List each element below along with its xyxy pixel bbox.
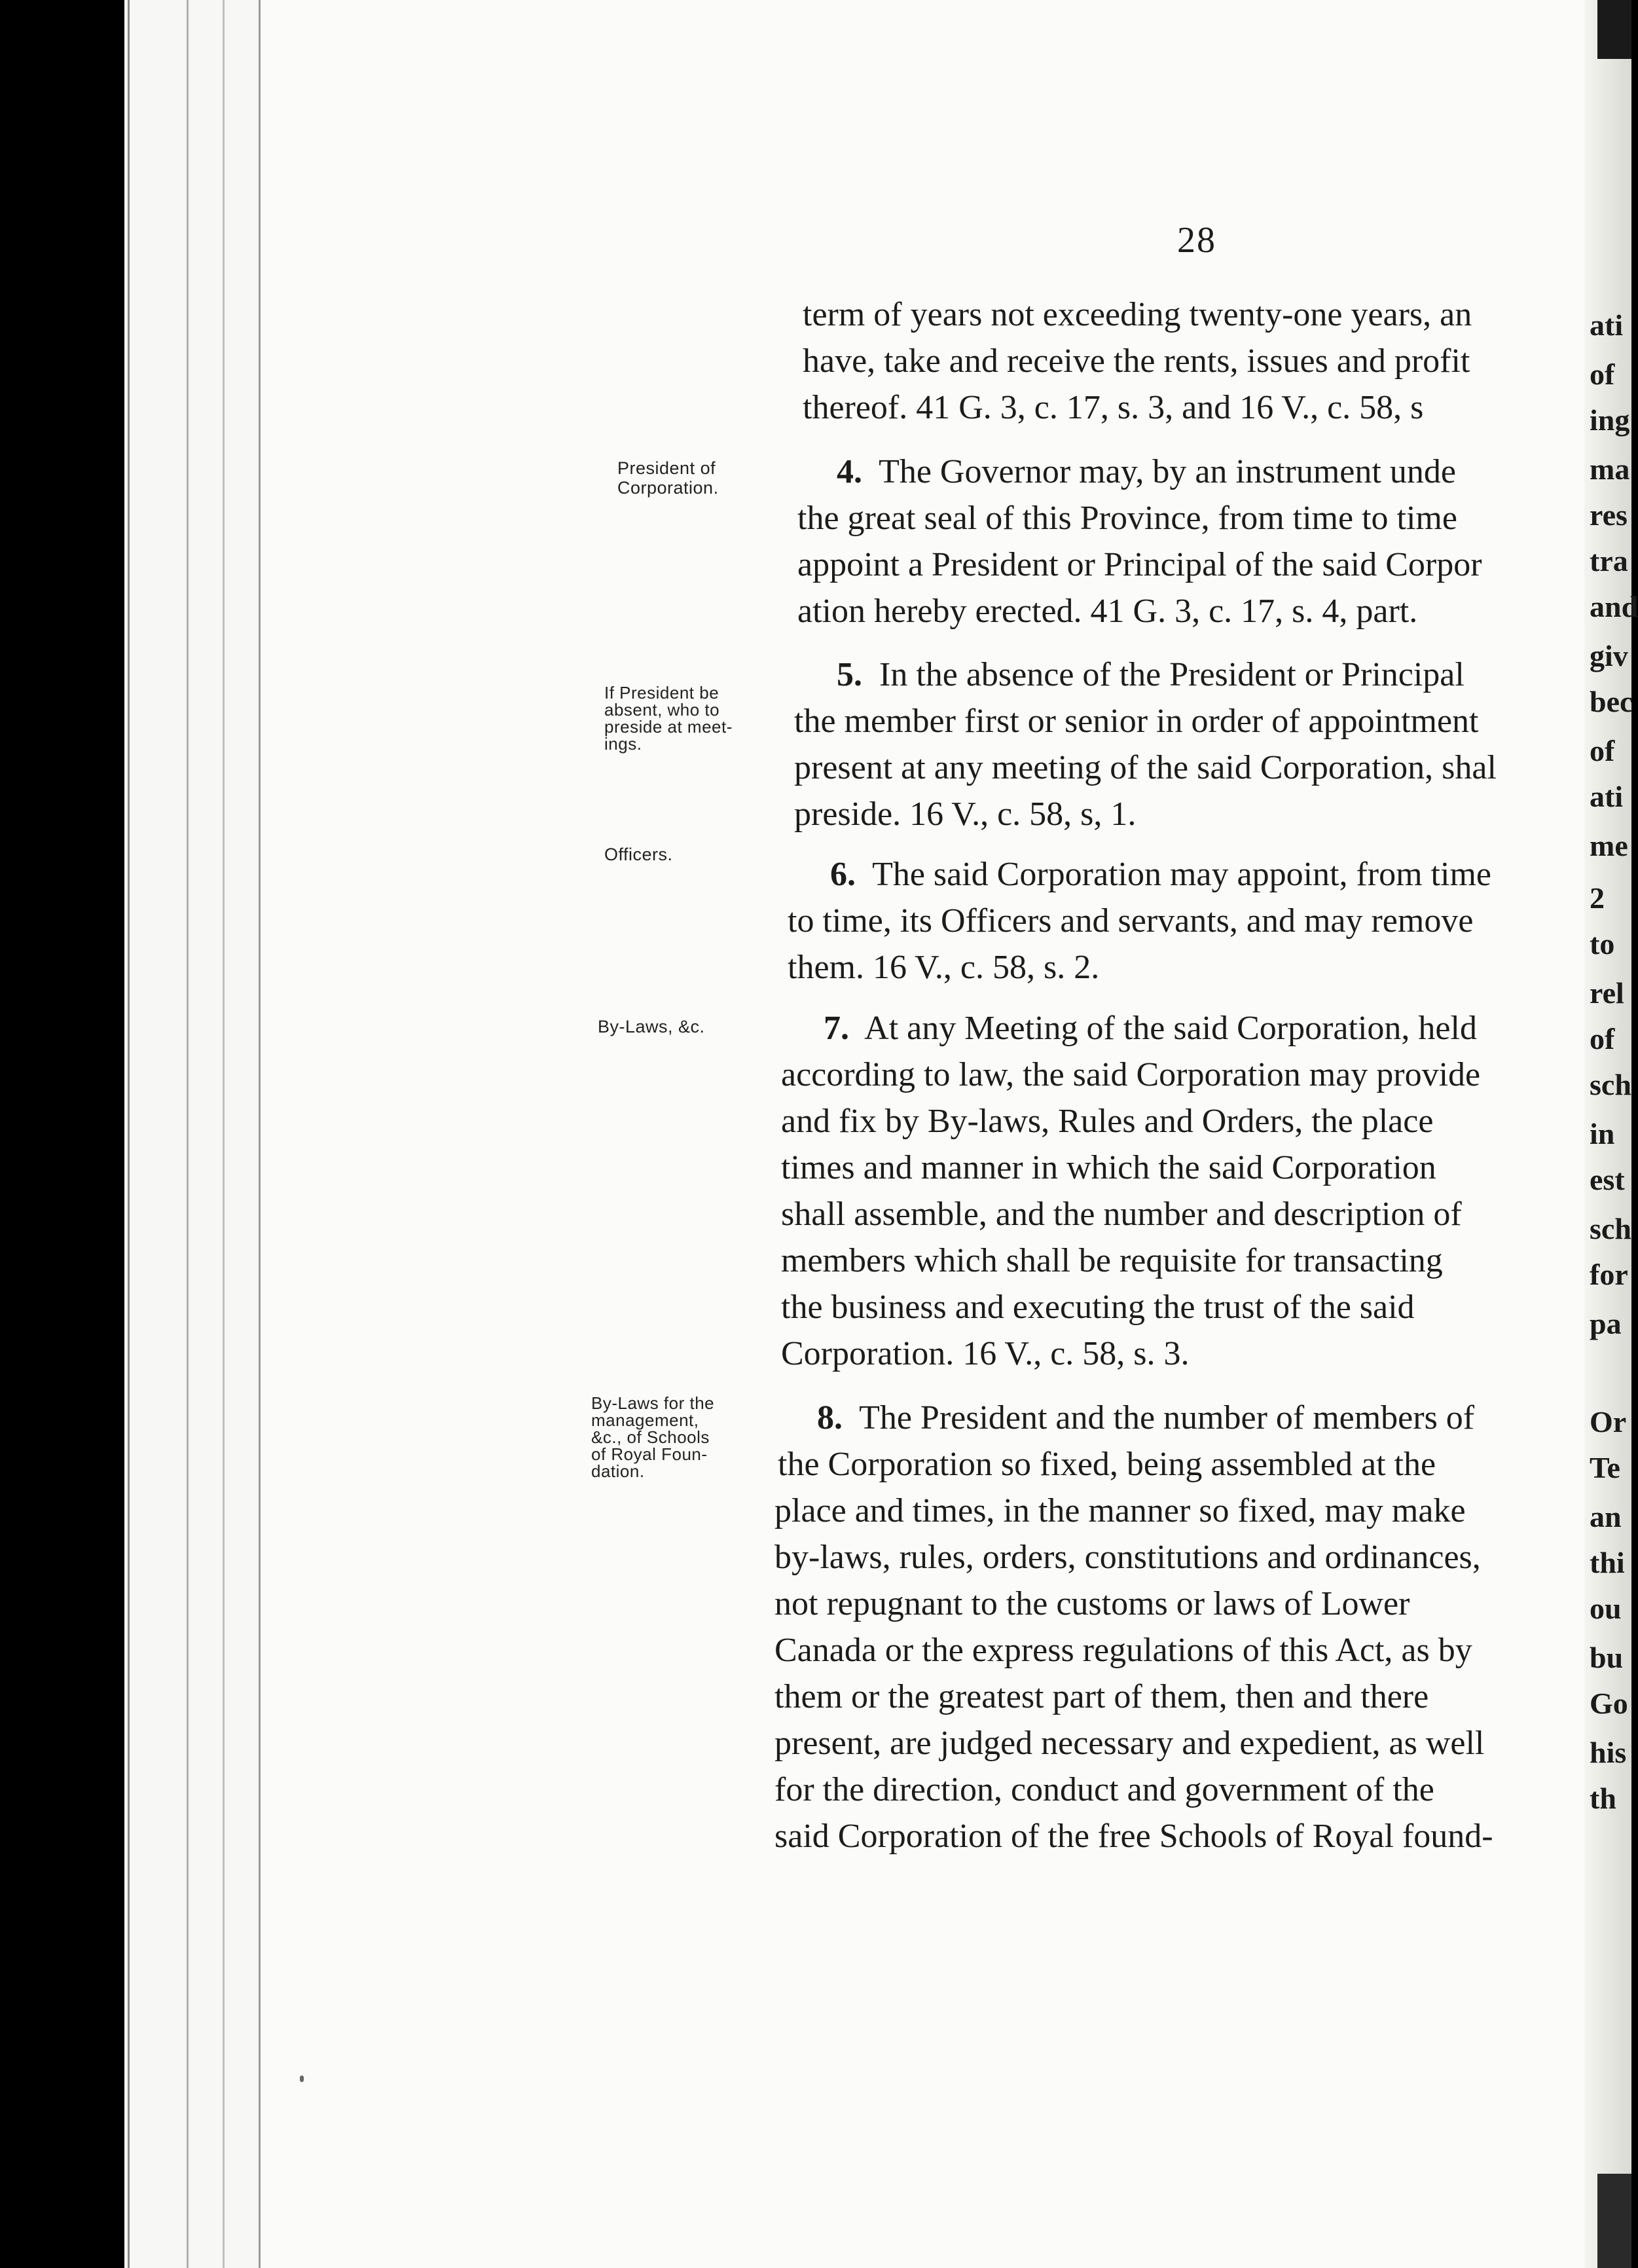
text-line: times and manner in which the said Corporation (781, 1149, 1436, 1186)
section-number: 5. (837, 656, 862, 693)
text-line: place and times, in the manner so fixed, may make (774, 1492, 1466, 1529)
page-edge-line (187, 0, 189, 2268)
section-number: 8. (817, 1399, 843, 1436)
next-page-fragment: for (1590, 1258, 1628, 1291)
next-page-fragment: est (1590, 1163, 1625, 1196)
text-line: to time, its Officers and servants, and may remove (788, 902, 1474, 940)
next-page-fragment: res (1590, 498, 1628, 532)
text-line: according to law, the said Corporation may provide (781, 1056, 1481, 1093)
next-page-fragment: ou (1590, 1592, 1622, 1625)
next-page-fragment: ing (1590, 403, 1630, 437)
next-page-fragment: sch (1590, 1212, 1631, 1245)
next-page-fragment: sch (1590, 1068, 1631, 1101)
text-line: Canada or the express regulations of this Act, as by (774, 1632, 1472, 1669)
binding-shadow (1597, 2174, 1631, 2268)
text-line: have, take and receive the rents, issues and profit (803, 342, 1470, 380)
text-line: appoint a President or Principal of the said Corpor (797, 546, 1482, 583)
page-edge-line (128, 0, 130, 2268)
page-number: 28 (1177, 220, 1216, 261)
next-page-fragment: an (1590, 1500, 1622, 1533)
text-line: for the direction, conduct and government of the (774, 1771, 1434, 1808)
next-page-fragment: in (1590, 1117, 1615, 1150)
text-line: present, are judged necessary and expedient, as well (774, 1725, 1485, 1762)
text-line: members which shall be requisite for transacting (781, 1242, 1443, 1279)
text-line: not repugnant to the customs or laws of Lower (774, 1585, 1410, 1622)
text-line: the business and executing the trust of the said (781, 1289, 1415, 1326)
next-page-fragment: tra (1590, 544, 1628, 577)
text-line: and fix by By-laws, Rules and Orders, the place (781, 1103, 1434, 1140)
text-line: by-laws, rules, orders, constitutions and ordinances, (774, 1539, 1481, 1576)
text-line: the great seal of this Province, from time to time (797, 500, 1457, 537)
text-line: thereof. 41 G. 3, c. 17, s. 3, and 16 V., c. 58, s (803, 389, 1424, 426)
page-edge-stack (124, 0, 259, 2268)
binding-shadow (1597, 0, 1631, 59)
marginal-note-president: President of Corporation. (617, 458, 719, 498)
text-line: 8. The President and the number of members of (817, 1399, 1475, 1436)
marginal-note-absent: If President be absent, who to preside at meet- ings. (604, 683, 733, 754)
next-page-fragment: me (1590, 829, 1628, 862)
section-number: 7. (824, 1010, 849, 1047)
marginal-note-bylaws: By-Laws, &c. (598, 1017, 705, 1036)
marginal-note-bylaws-schools: By-Laws for the management, &c., of Schools of Royal Foun- dation. (591, 1393, 715, 1481)
book-page (259, 0, 1603, 2268)
text-line: 7. At any Meeting of the said Corporation, held (824, 1010, 1477, 1047)
text-line: ation hereby erected. 41 G. 3, c. 17, s. 4, part. (797, 593, 1418, 630)
text-line: 6. The said Corporation may appoint, from time (830, 856, 1491, 893)
text-line: preside. 16 V., c. 58, s, 1. (794, 796, 1137, 833)
next-page-fragment: thi (1590, 1546, 1625, 1579)
next-page-fragment: rel (1590, 976, 1624, 1010)
next-page-fragment: ma (1590, 452, 1630, 486)
next-page-fragment: Or (1590, 1405, 1627, 1438)
next-page-fragment: of (1590, 357, 1615, 391)
text-line: 5. In the absence of the President or Principal (837, 656, 1465, 693)
next-page-fragment: giv (1590, 639, 1628, 672)
text-line: Corporation. 16 V., c. 58, s. 3. (781, 1335, 1190, 1372)
next-page-fragment: to (1590, 927, 1615, 960)
next-page-fragment: bu (1590, 1641, 1624, 1674)
speck (300, 2076, 304, 2082)
next-page-fragment: Te (1590, 1451, 1620, 1484)
next-page-fragment: ati (1590, 308, 1624, 342)
next-page-fragment: and (1590, 590, 1638, 623)
next-page-fragment: Go (1590, 1687, 1628, 1720)
next-page-fragment: 2 (1590, 881, 1605, 915)
next-page-fragment: ati (1590, 780, 1624, 813)
section-number: 6. (830, 856, 856, 893)
marginal-note-officers: Officers. (604, 845, 673, 864)
text-line: said Corporation of the free Schools of Royal found- (774, 1818, 1493, 1855)
next-page-fragment: of (1590, 734, 1615, 767)
text-line: them. 16 V., c. 58, s. 2. (788, 949, 1100, 986)
text-line: the member first or senior in order of appointment (794, 703, 1479, 740)
next-page-fragment: bec (1590, 685, 1633, 718)
text-line: them or the greatest part of them, then and there (774, 1678, 1429, 1715)
next-page-fragment: th (1590, 1782, 1616, 1815)
text-line: 4. The Governor may, by an instrument unde (837, 453, 1456, 490)
section-number: 4. (837, 453, 862, 490)
text-line: term of years not exceeding twenty-one years, an (803, 296, 1472, 333)
text-line: present at any meeting of the said Corporation, shal (794, 749, 1497, 786)
text-line: the Corporation so fixed, being assembled at the (778, 1446, 1436, 1483)
next-page-fragment: of (1590, 1022, 1615, 1055)
page-edge-line (223, 0, 225, 2268)
next-page-fragment: his (1590, 1736, 1627, 1769)
text-line: shall assemble, and the number and description of (781, 1196, 1462, 1233)
next-page-fragment: pa (1590, 1307, 1622, 1340)
